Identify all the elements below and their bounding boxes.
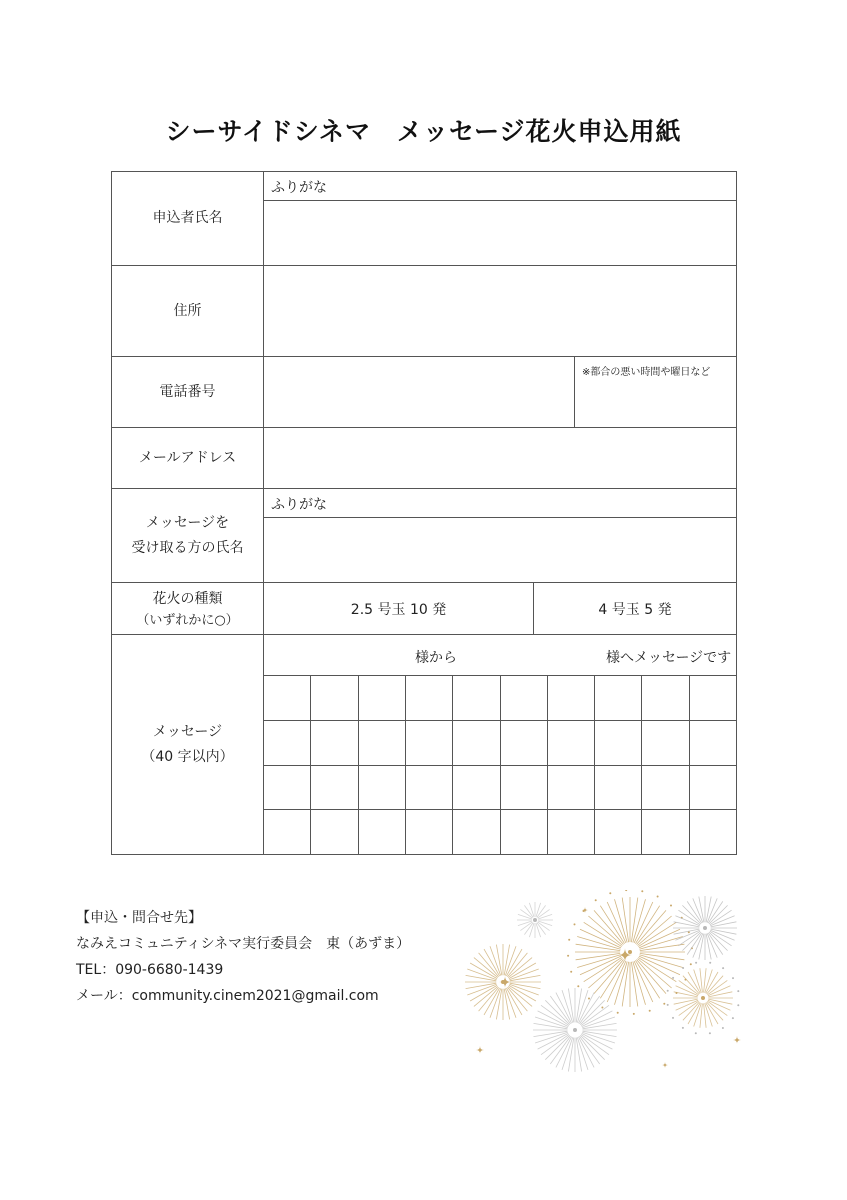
message-char-box[interactable] bbox=[406, 810, 451, 853]
message-char-box[interactable] bbox=[264, 766, 309, 809]
message-grid bbox=[263, 675, 736, 854]
contact-email: メール：community.cinem2021@gmail.com bbox=[76, 988, 379, 1004]
message-char-box[interactable] bbox=[690, 766, 735, 809]
message-note: （40 字以内） bbox=[141, 748, 234, 765]
firework-dot bbox=[672, 1017, 674, 1019]
message-char-box[interactable] bbox=[359, 810, 404, 853]
fireworks-option-2-5[interactable]: 2.5 号玉 10 発 bbox=[350, 601, 447, 618]
message-title: メッセージ bbox=[152, 723, 223, 740]
firework-dot bbox=[732, 1017, 734, 1019]
recipient-furigana-field[interactable] bbox=[352, 490, 732, 516]
applicant-furigana-field[interactable] bbox=[352, 173, 732, 199]
message-char-box[interactable] bbox=[264, 721, 309, 764]
firework-burst-gold-right bbox=[673, 968, 733, 1028]
sparkle-icon bbox=[733, 1036, 741, 1044]
firework-dot bbox=[667, 990, 669, 992]
contact-info bbox=[76, 905, 410, 1009]
firework-dot bbox=[625, 890, 627, 891]
message-char-box[interactable] bbox=[690, 721, 735, 764]
firework-burst-silver-bottom bbox=[533, 988, 617, 1072]
recipient-name-label bbox=[112, 489, 263, 582]
phone-note-field[interactable] bbox=[575, 378, 736, 427]
message-char-box[interactable] bbox=[406, 766, 451, 809]
message-char-box[interactable] bbox=[548, 676, 593, 719]
contact-heading: 【申込・問合せ先】 bbox=[76, 910, 202, 926]
message-to-text: 様へメッセージです bbox=[606, 650, 732, 666]
firework-dot bbox=[649, 1010, 651, 1012]
message-char-box[interactable] bbox=[642, 810, 687, 853]
contact-organizer: なみえコミュニティシネマ実行委員会 東（あずま） bbox=[76, 936, 411, 952]
firework-dot bbox=[695, 962, 697, 964]
firework-dot bbox=[663, 1003, 665, 1005]
message-char-box[interactable] bbox=[453, 810, 498, 853]
application-form bbox=[111, 171, 737, 855]
message-from-field[interactable] bbox=[267, 638, 412, 672]
firework-dot bbox=[682, 1027, 684, 1029]
page-title: シーサイドシネマ メッセージ花火申込用紙 bbox=[165, 117, 682, 146]
fireworks-illustration bbox=[465, 890, 755, 1080]
message-from-text: 様から bbox=[415, 650, 457, 666]
message-char-box[interactable] bbox=[453, 676, 498, 719]
message-to-field[interactable] bbox=[472, 638, 602, 672]
message-char-box[interactable] bbox=[501, 676, 546, 719]
message-char-box[interactable] bbox=[501, 810, 546, 853]
message-char-box[interactable] bbox=[595, 676, 640, 719]
phone-note: ※都合の悪い時間や曜日など bbox=[582, 367, 711, 378]
firework-dot bbox=[601, 1007, 603, 1009]
sparkle-icon bbox=[662, 1062, 668, 1068]
firework-dot bbox=[695, 1032, 697, 1034]
message-char-box[interactable] bbox=[453, 766, 498, 809]
message-char-box[interactable] bbox=[642, 676, 687, 719]
recipient-furigana-label: ふりがな bbox=[271, 497, 327, 513]
phone-field[interactable] bbox=[264, 357, 573, 427]
firework-dot bbox=[709, 962, 711, 964]
message-char-box[interactable] bbox=[548, 721, 593, 764]
firework-dot bbox=[722, 1027, 724, 1029]
firework-dot bbox=[737, 1004, 739, 1006]
message-char-box[interactable] bbox=[311, 766, 356, 809]
message-char-box[interactable] bbox=[311, 676, 356, 719]
message-char-box[interactable] bbox=[359, 721, 404, 764]
message-char-box[interactable] bbox=[406, 721, 451, 764]
message-char-box[interactable] bbox=[548, 766, 593, 809]
firework-dot bbox=[595, 899, 597, 901]
firework-dot bbox=[574, 923, 576, 925]
fireworks-type-label bbox=[112, 583, 263, 634]
firework-dot bbox=[690, 963, 692, 965]
email-field[interactable] bbox=[264, 428, 736, 488]
message-char-box[interactable] bbox=[264, 810, 309, 853]
message-char-box[interactable] bbox=[453, 721, 498, 764]
firework-dot bbox=[667, 1004, 669, 1006]
recipient-label-line1: メッセージを bbox=[145, 514, 230, 531]
firework-dot bbox=[617, 1012, 619, 1014]
message-char-box[interactable] bbox=[406, 676, 451, 719]
firework-dot bbox=[657, 896, 659, 898]
address-field[interactable] bbox=[264, 266, 736, 356]
firework-dot bbox=[609, 892, 611, 894]
message-char-box[interactable] bbox=[359, 766, 404, 809]
firework-dot bbox=[682, 967, 684, 969]
sparkle-icon bbox=[476, 1046, 484, 1054]
firework-dot bbox=[568, 939, 570, 941]
contact-tel: TEL：090-6680-1439 bbox=[76, 962, 224, 978]
applicant-name-label: 申込者氏名 bbox=[152, 210, 223, 226]
message-label bbox=[112, 635, 263, 854]
recipient-label-line2: 受け取る方の氏名 bbox=[131, 539, 244, 556]
message-char-box[interactable] bbox=[264, 676, 309, 719]
sparkle-icon bbox=[499, 976, 511, 988]
firework-dot bbox=[588, 998, 590, 1000]
address-label: 住所 bbox=[173, 302, 202, 319]
firework-dot bbox=[633, 1013, 635, 1015]
message-char-box[interactable] bbox=[501, 766, 546, 809]
firework-dot bbox=[577, 985, 579, 987]
message-char-box[interactable] bbox=[595, 721, 640, 764]
firework-dot bbox=[641, 890, 643, 892]
message-char-box[interactable] bbox=[501, 721, 546, 764]
message-char-box[interactable] bbox=[690, 810, 735, 853]
message-char-box[interactable] bbox=[359, 676, 404, 719]
firework-burst-silver bbox=[673, 896, 737, 960]
applicant-furigana-label: ふりがな bbox=[271, 180, 327, 196]
firework-dot bbox=[709, 1032, 711, 1034]
message-char-box[interactable] bbox=[311, 810, 356, 853]
firework-dot bbox=[722, 967, 724, 969]
firework-dot bbox=[737, 990, 739, 992]
message-char-box[interactable] bbox=[642, 721, 687, 764]
email-label: メールアドレス bbox=[138, 449, 237, 466]
firework-dot bbox=[570, 971, 572, 973]
message-char-box[interactable] bbox=[595, 810, 640, 853]
message-char-box[interactable] bbox=[642, 766, 687, 809]
message-char-box[interactable] bbox=[690, 676, 735, 719]
message-char-box[interactable] bbox=[548, 810, 593, 853]
fireworks-type-note: （いずれかに○） bbox=[136, 613, 239, 628]
firework-dot bbox=[567, 955, 569, 957]
sparkle-icon bbox=[582, 907, 588, 913]
fireworks-option-4[interactable]: 4 号玉 5 発 bbox=[598, 601, 672, 618]
recipient-name-field[interactable] bbox=[264, 518, 736, 582]
message-char-box[interactable] bbox=[595, 766, 640, 809]
firework-dot bbox=[732, 977, 734, 979]
phone-label: 電話番号 bbox=[159, 383, 216, 400]
fireworks-type-title: 花火の種類 bbox=[152, 591, 223, 607]
firework-dot bbox=[672, 977, 674, 979]
message-char-box[interactable] bbox=[311, 721, 356, 764]
applicant-name-field[interactable] bbox=[264, 201, 736, 265]
firework-burst-small bbox=[517, 902, 553, 938]
firework-dot bbox=[670, 905, 672, 907]
